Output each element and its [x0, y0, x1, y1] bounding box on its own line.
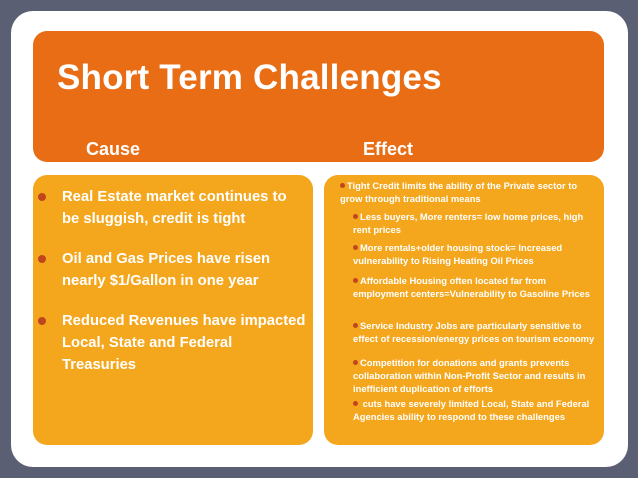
cause-text: Reduced Revenues have impacted Local, State and Federal Treasuries — [62, 313, 306, 373]
effect-item — [353, 397, 603, 423]
effect-text: Service Industry Jobs are particularly sensitive to effect of recession/energy prices on tourism economy — [353, 320, 595, 344]
cause-text: Oil and Gas Prices have risen nearly $1/Gallon in one year — [62, 251, 271, 289]
cause-item — [36, 186, 306, 230]
bullet-icon — [353, 245, 358, 250]
effect-text: cuts have severely limited Local, State and Federal Agencies ability to respond to these challenges — [353, 398, 590, 422]
cause-item — [36, 310, 306, 376]
bullet-icon — [353, 323, 358, 328]
cause-list — [36, 186, 306, 394]
effect-item — [340, 179, 590, 205]
cause-text: Real Estate market continues to be sluggish, credit is tight — [62, 189, 287, 227]
bullet-icon — [340, 183, 345, 188]
slide-title: Short Term Challenges — [57, 58, 442, 97]
bullet-icon — [38, 193, 46, 201]
effect-text: Affordable Housing often located far from employment centers=Vulnerability to Gasoline Prices — [353, 275, 590, 299]
effect-item — [353, 319, 603, 345]
effect-heading: Effect — [363, 139, 414, 159]
effect-item — [353, 241, 603, 267]
bullet-icon — [353, 401, 358, 406]
effect-text: Less buyers, More renters= low home prices, high rent prices — [353, 211, 584, 235]
bullet-icon — [38, 255, 46, 263]
cause-item — [36, 248, 306, 292]
bullet-icon — [38, 317, 46, 325]
effect-item — [353, 356, 603, 395]
bullet-icon — [353, 278, 358, 283]
bullet-icon — [353, 214, 358, 219]
bullet-icon — [353, 360, 358, 365]
effect-text: More rentals+older housing stock= Increased vulnerability to Rising Heating Oil Prices — [353, 242, 563, 266]
effect-text: Competition for donations and grants prevents collaboration within Non-Profit Sector and results in inefficient duplication of efforts — [353, 357, 586, 394]
cause-heading: Cause — [86, 139, 141, 159]
effect-item — [353, 210, 603, 236]
effect-text: Tight Credit limits the ability of the Private sector to grow through traditional means — [340, 180, 578, 204]
effect-item — [353, 274, 603, 300]
